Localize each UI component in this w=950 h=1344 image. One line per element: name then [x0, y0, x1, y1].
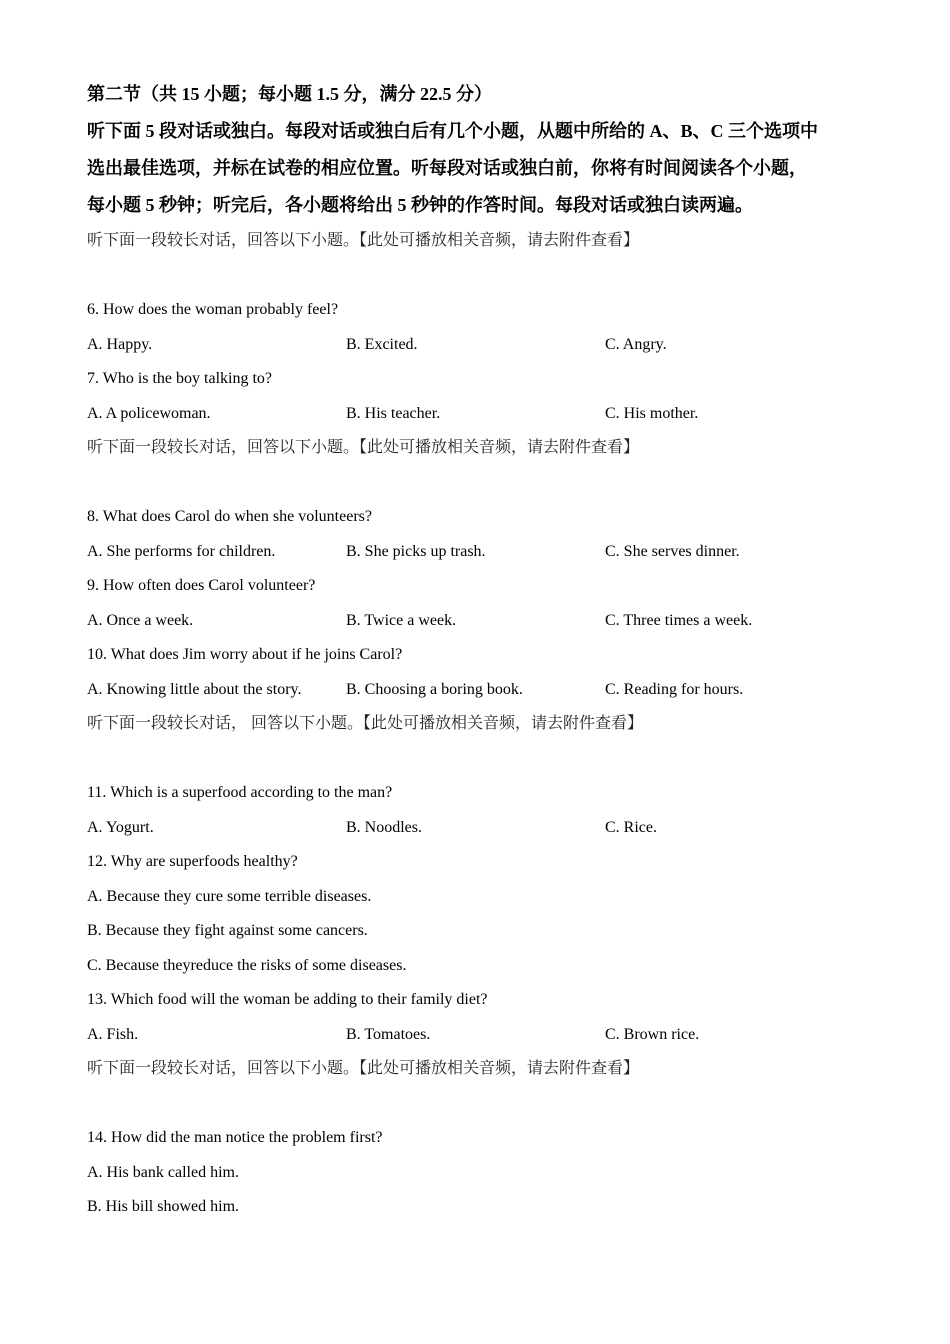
option-13-c: C. Brown rice. [605, 1025, 700, 1043]
option-12-b: B. Because they fight against some cancers. [87, 922, 368, 939]
audio-note-3: 听下面一段较长对话， 回答以下小题。【此处可播放相关音频，请去附件查看】 [87, 715, 644, 732]
option-9-c: C. Three times a week. [605, 611, 753, 629]
options-10 [87, 673, 867, 708]
option-11-a: A. Yogurt. [87, 818, 154, 836]
audio-note-4: 听下面一段较长对话，回答以下小题。【此处可播放相关音频，请去附件查看】 [87, 1060, 640, 1077]
option-6-b: B. Excited. [346, 335, 418, 353]
question-13: 13. Which food will the woman be adding to their family diet? [87, 991, 488, 1008]
options-11 [87, 811, 867, 846]
option-13-b: B. Tomatoes. [346, 1025, 431, 1043]
question-12: 12. Why are superfoods healthy? [87, 853, 298, 870]
option-7-b: B. His teacher. [346, 404, 441, 422]
option-12-c: C. Because theyreduce the risks of some diseases. [87, 956, 407, 974]
options-13 [87, 1018, 867, 1053]
options-8 [87, 535, 867, 570]
options-6 [87, 328, 867, 363]
instruction-line-2: 选出最佳选项，并标在试卷的相应位置。听每段对话或独白前，你将有时间阅读各个小题， [87, 158, 807, 178]
option-7-a: A. A policewoman. [87, 404, 211, 422]
option-7-c: C. His mother. [605, 404, 699, 422]
options-7 [87, 397, 867, 432]
instruction-line-3: 每小题 5 秒钟；听完后，各小题将给出 5 秒钟的作答时间。每段对话或独白读两遍。 [87, 195, 753, 215]
option-11-b: B. Noodles. [346, 818, 422, 836]
audio-note-1: 听下面一段较长对话，回答以下小题。【此处可播放相关音频，请去附件查看】 [87, 232, 640, 249]
option-6-a: A. Happy. [87, 335, 153, 353]
option-10-c: C. Reading for hours. [605, 680, 744, 698]
option-8-a: A. She performs for children. [87, 542, 276, 560]
spacer [87, 1087, 867, 1122]
section-title: 第二节（共 15 小题；每小题 1.5 分，满分 22.5 分） [87, 84, 492, 104]
instruction-line-1: 听下面 5 段对话或独白。每段对话或独白后有几个小题，从题中所给的 A、B、C 三个选项中 [87, 121, 818, 141]
option-14-a: A. His bank called him. [87, 1163, 239, 1181]
question-14: 14. How did the man notice the problem first? [87, 1129, 383, 1146]
spacer [87, 466, 867, 501]
option-8-b: B. She picks up trash. [346, 542, 486, 560]
question-10: 10. What does Jim worry about if he joins Carol? [87, 646, 403, 663]
option-9-b: B. Twice a week. [346, 611, 457, 629]
spacer [87, 259, 867, 294]
option-8-c: C. She serves dinner. [605, 542, 740, 560]
options-9 [87, 604, 867, 639]
spacer [87, 742, 867, 777]
question-7: 7. Who is the boy talking to? [87, 370, 273, 387]
option-12-a: A. Because they cure some terrible diseases. [87, 887, 372, 905]
option-13-a: A. Fish. [87, 1025, 139, 1043]
question-8: 8. What does Carol do when she volunteers? [87, 508, 372, 525]
option-14-b: B. His bill showed him. [87, 1198, 240, 1215]
question-9: 9. How often does Carol volunteer? [87, 577, 316, 594]
question-6: 6. How does the woman probably feel? [87, 301, 339, 318]
option-9-a: A. Once a week. [87, 611, 194, 629]
option-10-b: B. Choosing a boring book. [346, 680, 523, 698]
option-6-c: C. Angry. [605, 335, 667, 353]
question-11: 11. Which is a superfood according to the man? [87, 784, 393, 801]
exam-page [87, 76, 867, 1225]
audio-note-2: 听下面一段较长对话，回答以下小题。【此处可播放相关音频，请去附件查看】 [87, 439, 640, 456]
option-11-c: C. Rice. [605, 818, 657, 836]
option-10-a: A. Knowing little about the story. [87, 680, 302, 698]
